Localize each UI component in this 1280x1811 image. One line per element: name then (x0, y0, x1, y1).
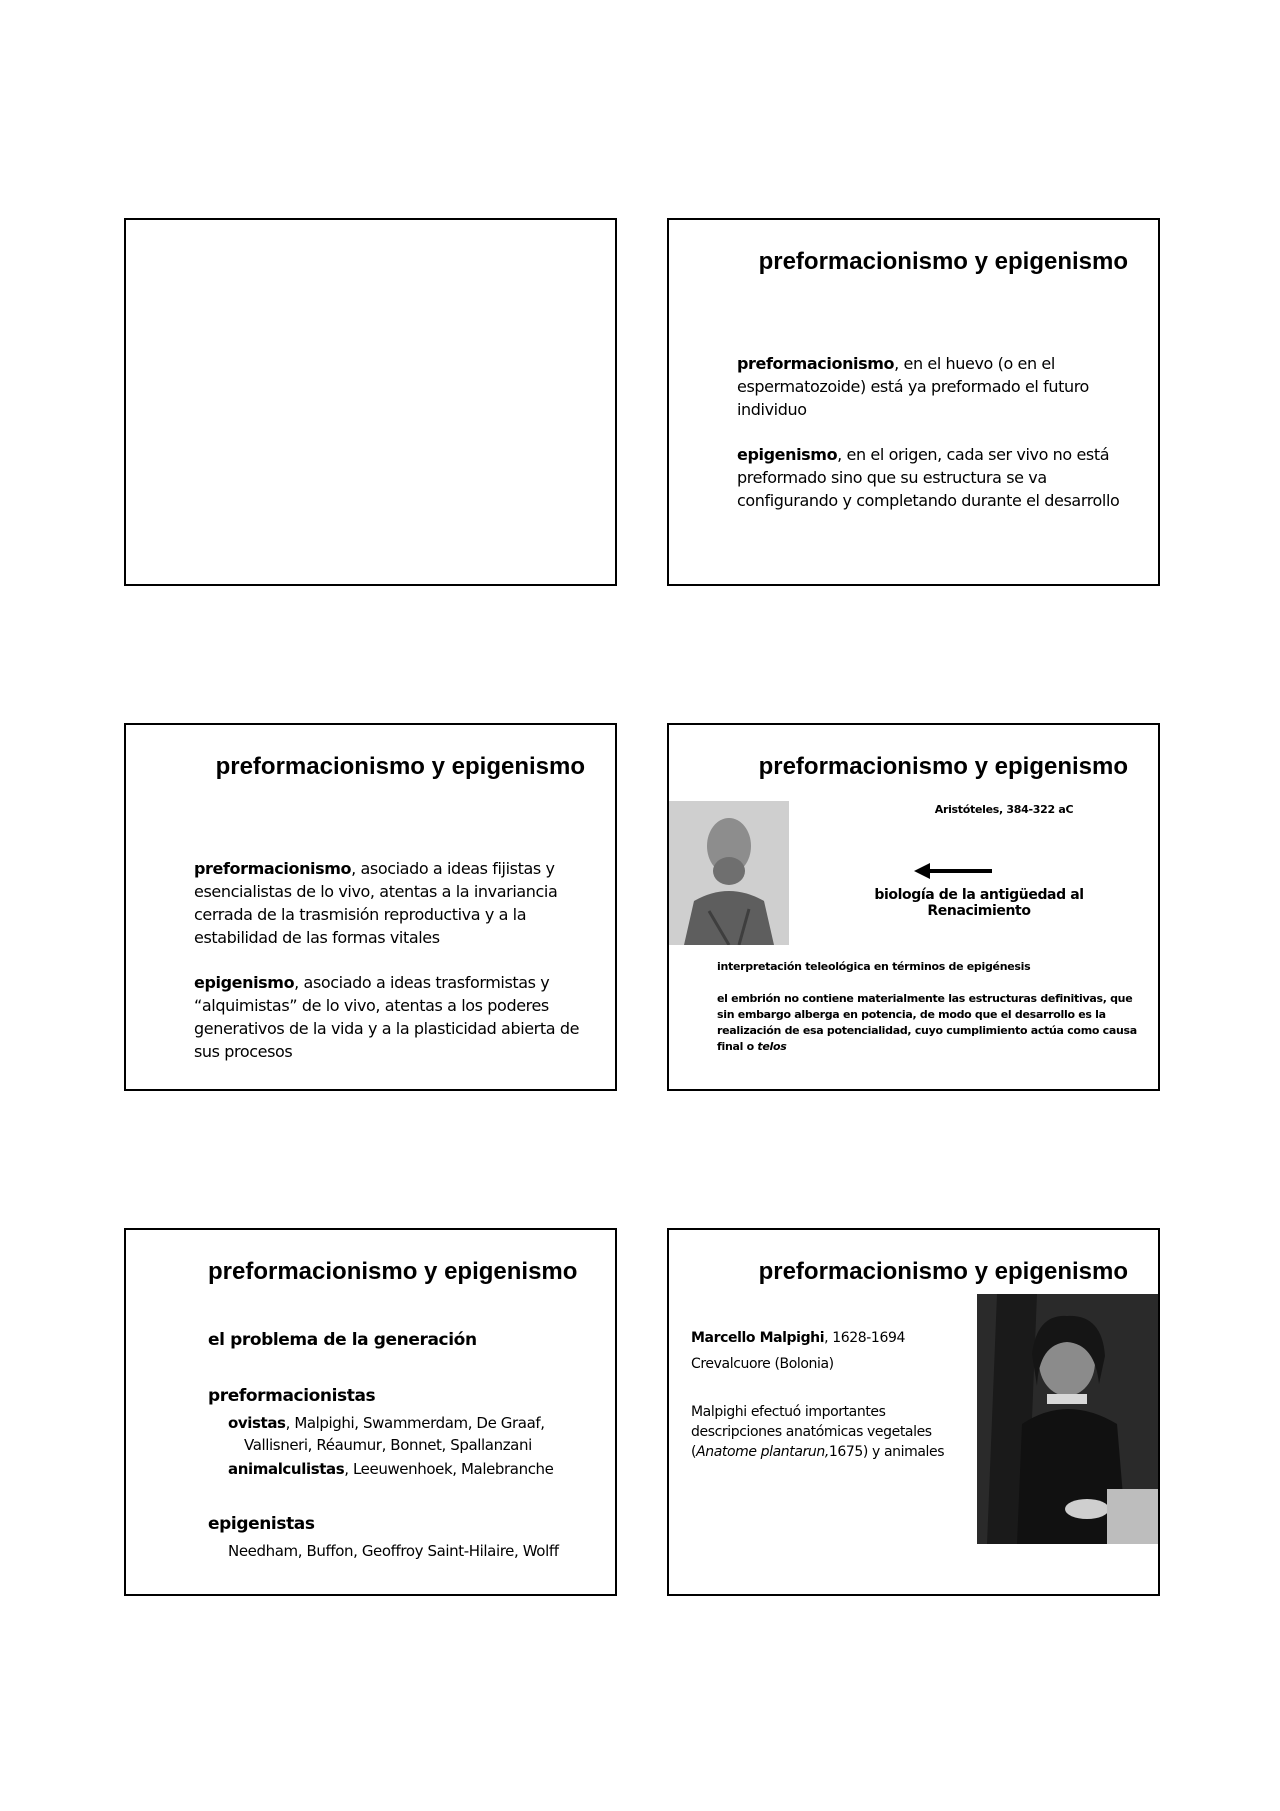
slide-title: preformacionismo y epigenismo (208, 1258, 578, 1285)
slide-title: preformacionismo y epigenismo (758, 1258, 1128, 1285)
ovistas-line (228, 1414, 545, 1432)
description-text: , asociado a ideas fijistas y esencialistas de lo vivo, atentas a la invariancia cerrada de la trasmisión reproductiva y a la estabilidad de las formas vitales (194, 859, 558, 947)
interpretation-text: interpretación teleológica en términos de epigénesis (717, 960, 1031, 973)
aristotle-attribution: Aristóteles, 384-322 aC (934, 803, 1074, 816)
arrow-left-icon (914, 863, 994, 879)
slide-5 (124, 1228, 617, 1596)
term-preformacionismo: preformacionismo (737, 354, 895, 373)
ovistas-names: , Malpighi, Swammerdam, De Graaf, (285, 1414, 545, 1432)
animalculistas-names: , Leeuwenhoek, Malebranche (344, 1460, 554, 1478)
definition-text: , en el huevo (o en el espermatozoide) está ya preformado el futuro individuo (737, 354, 1089, 419)
telos-term: telos (757, 1040, 787, 1053)
book-title: Anatome plantarun, (696, 1444, 829, 1460)
term-preformacionismo: preformacionismo (194, 859, 352, 878)
term-epigenismo: epigenismo (737, 445, 838, 464)
paragraph-preformacionismo (194, 857, 594, 949)
term-ovistas: ovistas (228, 1414, 286, 1432)
slide-4 (667, 723, 1160, 1091)
period-label: biología de la antigüedad al Renacimiento (874, 887, 1084, 919)
subheading-preformacionistas: preformacionistas (208, 1386, 376, 1406)
definition-text: , en el origen, cada ser vivo no está preformado sino que su estructura se va configurando y completando durante el desarrollo (737, 445, 1120, 510)
term-epigenismo: epigenismo (194, 973, 295, 992)
term-animalculistas: animalculistas (228, 1460, 345, 1478)
slide-1-blank (124, 218, 617, 586)
animalculistas-line (228, 1460, 553, 1478)
epigenistas-names: Needham, Buffon, Geoffroy Saint-Hilaire, Wolff (228, 1542, 559, 1560)
birthplace: Crevalcuore (Bolonia) (691, 1356, 834, 1372)
slide-title: preformacionismo y epigenismo (215, 753, 585, 780)
slide-2 (667, 218, 1160, 586)
slide-body (194, 857, 594, 1063)
malpighi-portrait-image (977, 1294, 1160, 1544)
subheading-generation-problem: el problema de la generación (208, 1330, 477, 1350)
person-dates: , 1628-1694 (824, 1330, 905, 1346)
slide-body (737, 352, 1137, 512)
embryo-text-body: el embrión no contiene materialmente las estructuras definitivas, que sin embargo alberga en potencia, de modo que el desarrollo es la realización de esa potencialidad, cuyo cumplimiento actúa como causa final o (717, 992, 1137, 1053)
malpighi-header (691, 1328, 971, 1348)
person-name: Marcello Malpighi (691, 1330, 825, 1346)
description-part-1: Malpighi efectuó importantes descripciones anatómicas vegetales ( (691, 1404, 932, 1460)
slide-3 (124, 723, 617, 1091)
paragraph-epigenismo (737, 443, 1137, 512)
paragraph-preformacionismo (737, 352, 1137, 421)
description-part-2: 1675) y animales (828, 1444, 945, 1460)
slide-title: preformacionismo y epigenismo (758, 248, 1128, 275)
ovistas-line-2: Vallisneri, Réaumur, Bonnet, Spallanzani (244, 1436, 532, 1454)
embryo-text (717, 991, 1137, 1055)
aristotle-bust-icon (669, 801, 789, 945)
paragraph-epigenismo (194, 971, 594, 1063)
slide-6 (667, 1228, 1160, 1596)
malpighi-description (691, 1402, 971, 1462)
aristotle-bust-image (669, 801, 789, 945)
subheading-epigenistas: epigenistas (208, 1514, 315, 1534)
malpighi-portrait-icon (977, 1294, 1160, 1544)
description-text: , asociado a ideas trasformistas y “alquimistas” de lo vivo, atentas a los poderes generativos de la vida y a la plasticidad abierta de sus procesos (194, 973, 580, 1061)
slide-title: preformacionismo y epigenismo (758, 753, 1128, 780)
